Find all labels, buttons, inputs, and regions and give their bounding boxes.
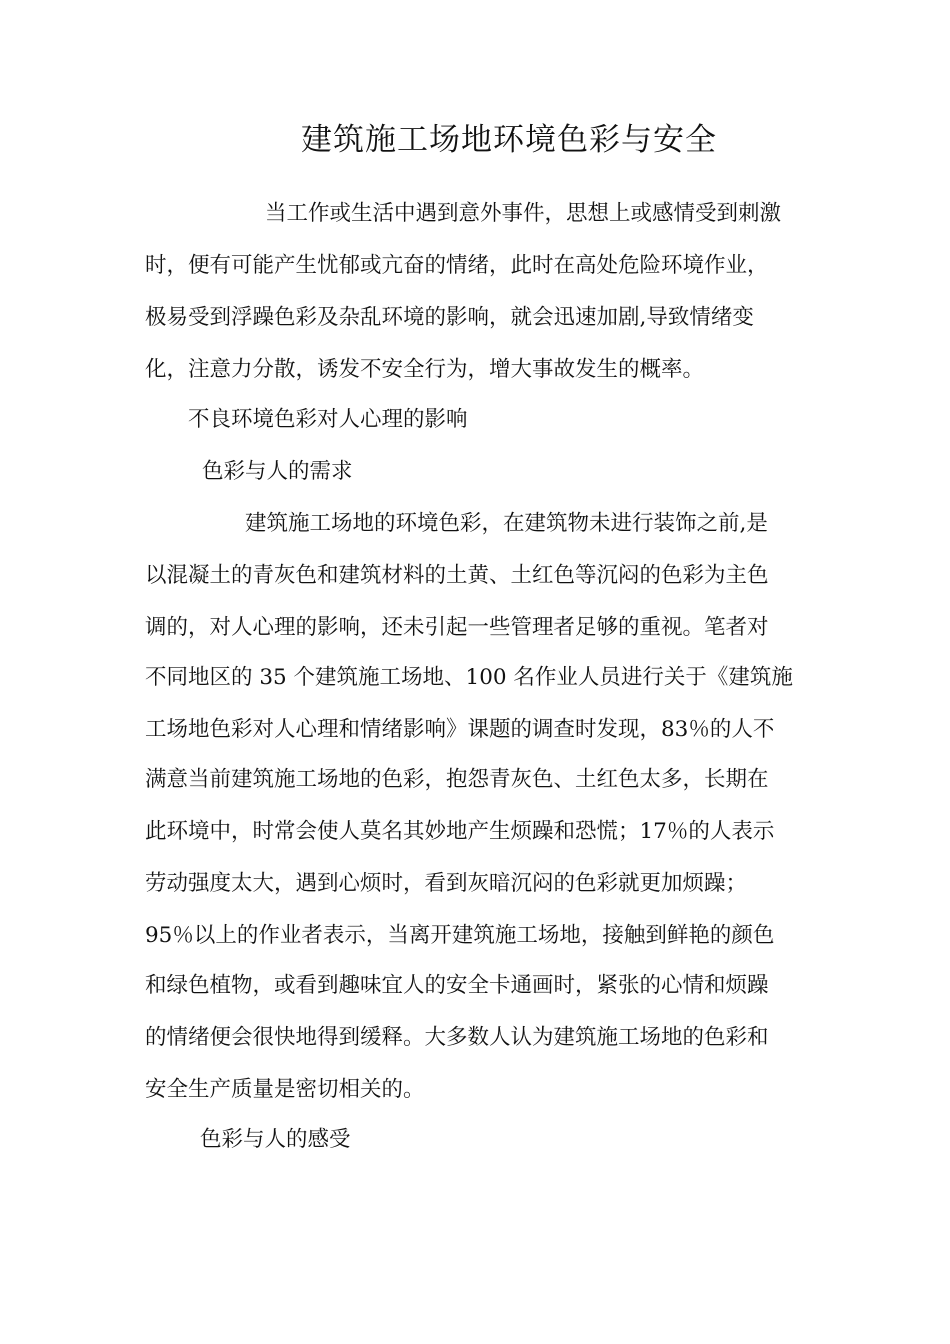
- paragraph-line: 的情绪便会很快地得到缓释。大多数人认为建筑施工场地的色彩和: [145, 1025, 769, 1050]
- subsection-heading: 色彩与人的感受: [200, 1127, 351, 1152]
- paragraph-line: 满意当前建筑施工场地的色彩，抱怨青灰色、土红色太多，长期在: [145, 767, 769, 792]
- subsection-heading: 色彩与人的需求: [202, 459, 353, 484]
- paragraph-line: 调的，对人心理的影响，还未引起一些管理者足够的重视。笔者对: [145, 615, 769, 640]
- paragraph-line: 95％以上的作业者表示，当离开建筑施工场地，接触到鲜艳的颜色: [145, 923, 775, 948]
- paragraph-line: 和绿色植物，或看到趣味宜人的安全卡通画时，紧张的心情和烦躁: [145, 973, 769, 998]
- document-title: 建筑施工场地环境色彩与安全: [301, 122, 717, 158]
- paragraph-line: 化，注意力分散，诱发不安全行为，增大事故发生的概率。: [145, 357, 705, 382]
- paragraph-line: 安全生产质量是密切相关的。: [145, 1077, 425, 1102]
- paragraph-line: 建筑施工场地的环境色彩，在建筑物未进行装饰之前,是: [245, 511, 768, 536]
- paragraph-line: 此环境中，时常会使人莫名其妙地产生烦躁和恐慌；17％的人表示: [145, 819, 775, 844]
- paragraph-line: 劳动强度太大，遇到心烦时，看到灰暗沉闷的色彩就更加烦躁；: [145, 871, 748, 896]
- section-heading: 不良环境色彩对人心理的影响: [188, 407, 468, 432]
- paragraph-line: 工场地色彩对人心理和情绪影响》课题的调查时发现，83％的人不: [145, 717, 775, 742]
- paragraph-line: 不同地区的 35 个建筑施工场地、100 名作业人员进行关于《建筑施: [145, 665, 793, 690]
- paragraph-line: 极易受到浮躁色彩及杂乱环境的影响，就会迅速加剧,导致情绪变: [145, 305, 754, 330]
- paragraph-line: 时，便有可能产生忧郁或亢奋的情绪，此时在高处危险环境作业，: [145, 253, 769, 278]
- paragraph-line: 当工作或生活中遇到意外事件，思想上或感情受到刺激: [265, 201, 782, 226]
- paragraph-line: 以混凝土的青灰色和建筑材料的土黄、土红色等沉闷的色彩为主色: [145, 563, 769, 588]
